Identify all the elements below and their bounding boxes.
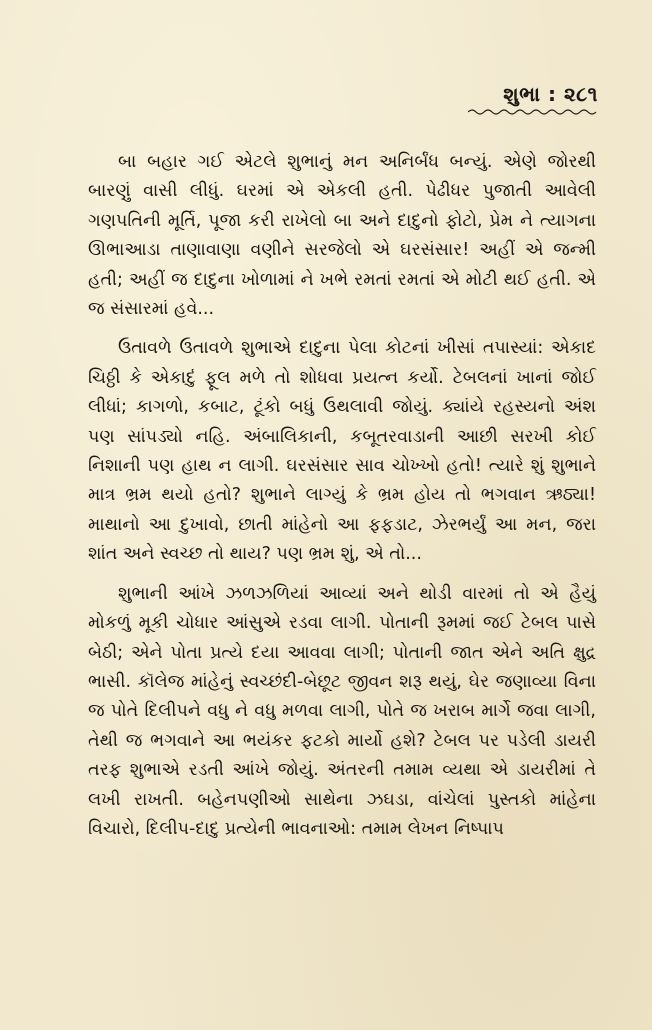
paragraph-3: શુભાની આંખે ઝળઝળિયાં આવ્યાં અને થોડી વારમાં તો એ હૈયું મોકળું મૂકી ચોધાર આંસુએ રડવા લાગી. પોતાની રૂમમાં જઈ ટેબલ પાસે બેઠી; એને પોતા પ્રત્યે દયા આવવા લાગી; પોતાની જાત એને અતિ ક્ષુદ્ર ભાસી. કૉલેજ માંહેનું સ્વચ્છંદી-બેછૂટ જીવન શરૂ થયું, ઘેર જણાવ્યા વિના જ પોતે દિલીપને વધુ ને વધુ મળવા લાગી, પોતે જ ખરાબ માર્ગે જવા લાગી, તેથી જ ભગવાને આ ભયંકર ફટકો માર્યો હશે? ટેબલ પર પડેલી ડાયરી તરફ શુભાએ રડતી આંખે જોયું. અંતરની તમામ વ્યથા એ ડાયરીમાં તે લખી રાખતી. બહેનપણીઓ સાથેના ઝઘડા, વાંચેલાં પુસ્તકો માંહેના વિચારો, દિલીપ-દાદુ પ્રત્યેની ભાવનાઓ: તમામ લેખન નિષ્પાપ xyxy=(88,583,596,839)
paragraph-1: બા બહાર ગઈ એટલે શુભાનું મન અનિર્બંધ બન્યું. એણે જોરથી બારણું વાસી લીધું. ઘરમાં એ એકલી હતી. પેઢીધર પુજાતી આવેલી ગણપતિની મૂર્તિ, પૂજા કરી રાખેલો બા અને દાદુનો ફોટો, પ્રેમ ને ત્યાગના ઊભાઆડા તાણાવાણા વણીને સરજેલો એ ઘરસંસાર! અહીં એ જન્મી હતી; અહીં જ દાદુના ખોળામાં ને ખભે રમતાં રમતાં એ મોટી થઈ હતી. એ જ સંસારમાં હવે... xyxy=(88,152,596,320)
decorative-underline-icon xyxy=(468,108,598,116)
body-text xyxy=(88,148,596,844)
running-head-title: શુભા : ૨૮૧ xyxy=(503,82,598,106)
running-head xyxy=(468,82,598,116)
paragraph-2: ઉતાવળે ઉતાવળે શુભાએ દાદુના પેલા કોટનાં ખીસાં તપાસ્યાં: એકાદ ચિઠ્ઠી કે એકાદું ફૂલ મળે તો શોધવા પ્રયત્ન કર્યો. ટેબલનાં ખાનાં જોઈ લીધાં; કાગળો, કબાટ, ટૂંકો બધું ઉથલાવી જોયું. ક્યાંયે રહસ્યનો અંશ પણ સાંપડ્યો નહિ. અંબાલિકાની, કબૂતરવાડાની આછી સરખી કોઈ નિશાની પણ હાથ ન લાગી. ઘરસંસાર સાવ ચોખ્ખો હતો! ત્યારે શું શુભાને માત્ર ભ્રમ થયો હતો? શુભાને લાગ્યું કે ભ્રમ હોય તો ભગવાન ઋઠ્યા! માથાનો આ દુખાવો, છાતી માંહેનો આ ફફડાટ, ઝેરભર્યું આ મન, જરા શાંત અને સ્વચ્છ તો થાય? પણ ભ્રમ શું, એ તો... xyxy=(88,338,596,565)
